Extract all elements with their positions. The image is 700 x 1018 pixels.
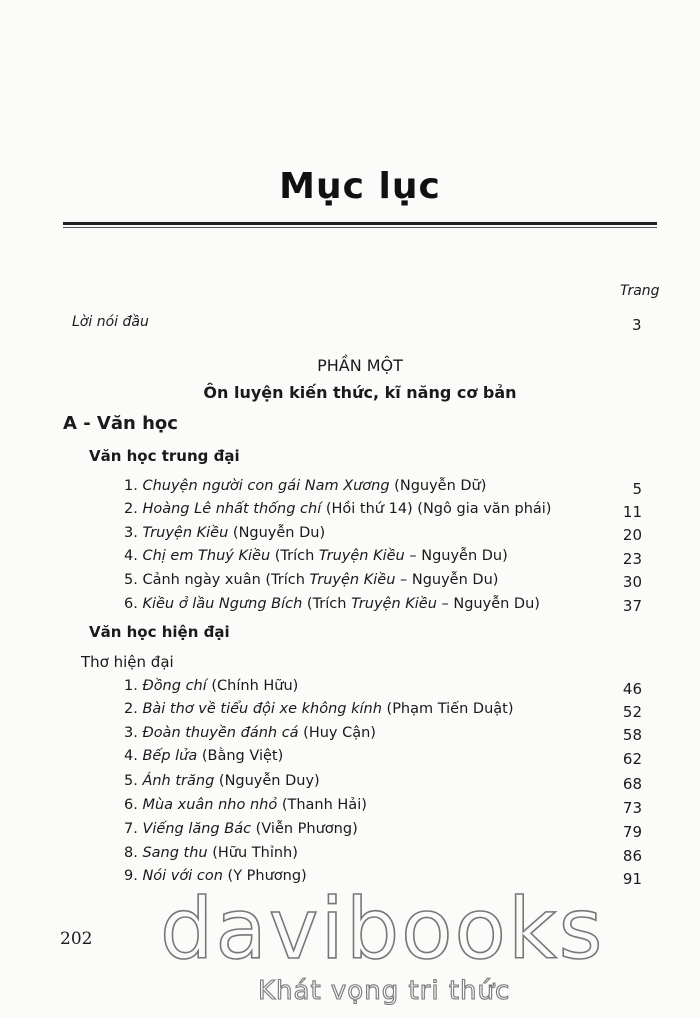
modern-heading: Văn học hiện đại [89, 623, 230, 641]
toc-page: 86 [622, 847, 642, 865]
toc-page: 11 [622, 503, 642, 521]
toc-entry: 3. Đoàn thuyền đánh cá (Huy Cận) [124, 725, 376, 741]
toc-page: 62 [622, 750, 642, 768]
watermark-brand: davibooks [160, 880, 605, 978]
toc-page: 73 [622, 799, 642, 817]
toc-page: 30 [622, 573, 642, 591]
page-column-label: Trang [620, 283, 660, 299]
toc-page: 37 [622, 597, 642, 615]
toc-entry: 3. Truyện Kiều (Nguyễn Du) [124, 525, 326, 541]
page-title: Mục lục [279, 166, 441, 207]
title-rule [63, 222, 657, 225]
toc-page: 79 [622, 823, 642, 841]
toc-page: 23 [622, 550, 642, 568]
preface-page: 3 [632, 316, 642, 334]
section-heading: A - Văn học [63, 413, 178, 434]
toc-entry: 6. Kiều ở lầu Ngưng Bích (Trích Truyện Kiều – Nguyễn Du) [124, 596, 540, 612]
part-label: PHẦN MỘT [317, 356, 403, 375]
preface-label: Lời nói đầu [72, 314, 149, 330]
toc-entry: 2. Hoàng Lê nhất thống chí (Hồi thứ 14) (Ngô gia văn phái) [124, 501, 552, 517]
toc-entry: 5. Cảnh ngày xuân (Trích Truyện Kiều – Nguyễn Du) [124, 572, 499, 588]
toc-page: 58 [622, 726, 642, 744]
watermark-slogan: Khát vọng tri thức [258, 976, 511, 1006]
toc-entry: 4. Bếp lửa (Bằng Việt) [124, 748, 284, 764]
toc-page: 91 [622, 870, 642, 888]
medieval-heading: Văn học trung đại [89, 447, 240, 465]
toc-page: 20 [622, 526, 642, 544]
page-number: 202 [60, 929, 93, 949]
modern-subheading: Thơ hiện đại [81, 653, 174, 671]
toc-entry: 9. Nói với con (Y Phương) [124, 868, 307, 884]
toc-page: 5 [632, 480, 642, 498]
toc-entry: 4. Chị em Thuý Kiều (Trích Truyện Kiều – Nguyễn Du) [124, 548, 508, 564]
toc-entry: 1. Đồng chí (Chính Hữu) [124, 678, 299, 694]
title-rule-thin [63, 227, 657, 228]
toc-entry: 5. Ánh trăng (Nguyễn Duy) [124, 773, 320, 789]
toc-page: 52 [622, 703, 642, 721]
toc-page: 46 [622, 680, 642, 698]
toc-entry: 6. Mùa xuân nho nhỏ (Thanh Hải) [124, 797, 367, 813]
toc-entry: 1. Chuyện người con gái Nam Xương (Nguyễn Dữ) [124, 478, 487, 494]
toc-entry: 8. Sang thu (Hữu Thỉnh) [124, 845, 298, 861]
part-title: Ôn luyện kiến thức, kĩ năng cơ bản [203, 383, 517, 402]
toc-entry: 2. Bài thơ về tiểu đội xe không kính (Phạm Tiến Duật) [124, 701, 514, 717]
toc-page: 68 [622, 775, 642, 793]
toc-entry: 7. Viếng lăng Bác (Viễn Phương) [124, 821, 358, 837]
